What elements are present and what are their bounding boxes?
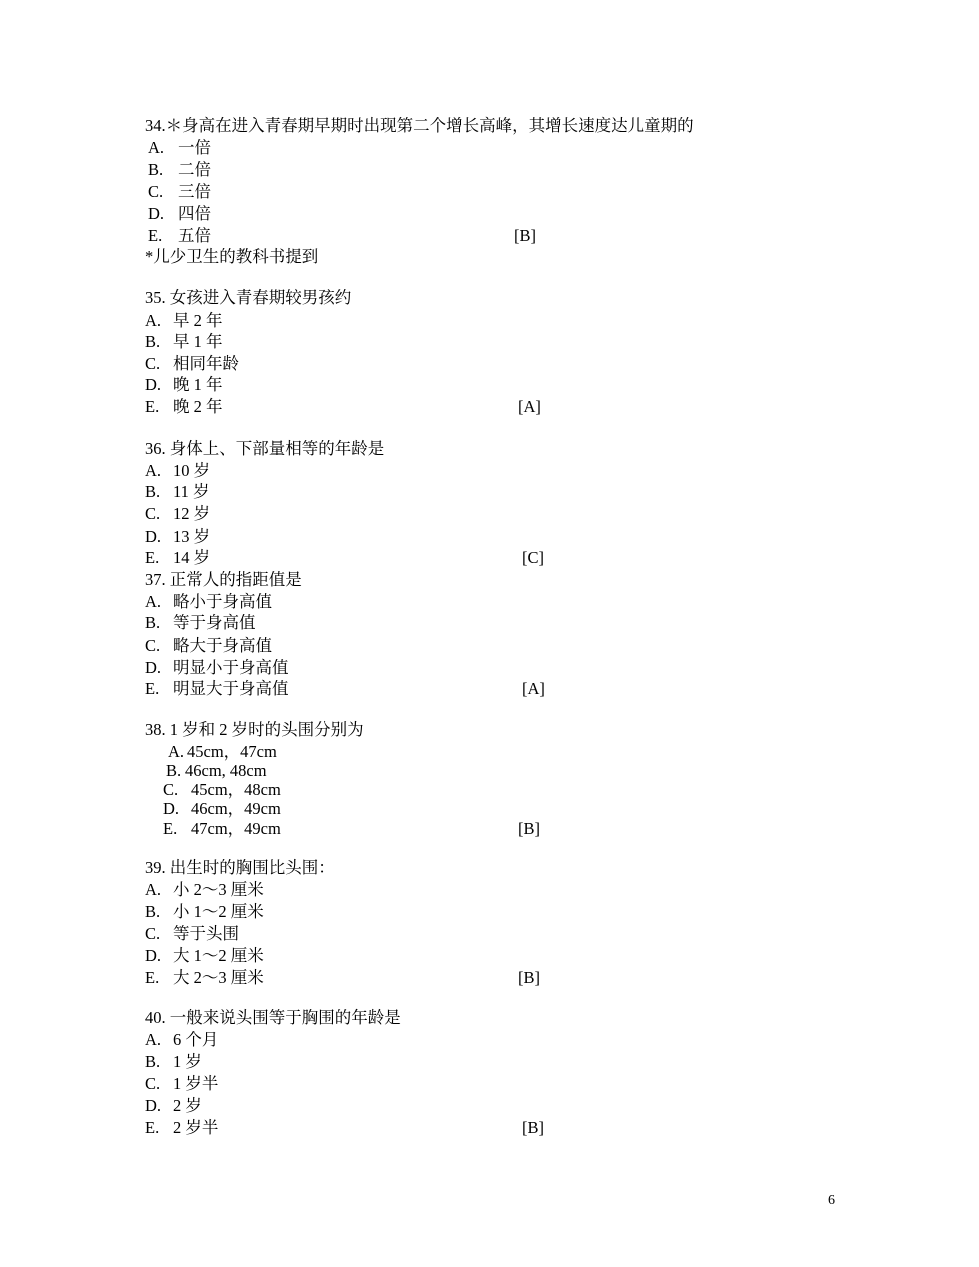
option-text: 明显大于身高值 <box>173 679 289 698</box>
option-text: 相同年龄 <box>173 354 239 373</box>
option-label: B. <box>166 761 182 780</box>
question-34-option-a <box>148 138 211 158</box>
option-label: B. <box>145 613 161 632</box>
option-text: 46cm，49cm <box>191 799 281 818</box>
option-text: 大 1～2 厘米 <box>173 946 264 965</box>
option-label: D. <box>148 204 165 223</box>
question-40-option-a <box>145 1030 218 1050</box>
question-39-option-a <box>145 880 264 900</box>
option-label: C. <box>163 780 179 799</box>
option-label: C. <box>145 504 161 523</box>
option-text: 45cm，47cm <box>187 742 277 761</box>
question-35-option-c <box>145 354 239 374</box>
question-35-stem: 35. 女孩进入青春期较男孩约 <box>145 288 352 307</box>
option-label: D. <box>145 946 162 965</box>
question-37-option-c <box>145 636 272 656</box>
option-label: B. <box>145 332 161 351</box>
question-39-stem: 39. 出生时的胸围比头围： <box>145 858 335 877</box>
option-label: D. <box>145 375 162 394</box>
option-text: 10 岁 <box>173 461 211 480</box>
question-35-option-a <box>145 311 223 331</box>
question-40-option-d <box>145 1096 202 1116</box>
option-text: 二倍 <box>178 160 211 179</box>
option-label: C. <box>145 636 161 655</box>
question-34-answer: [B] <box>514 226 536 245</box>
question-35-option-b <box>145 332 223 352</box>
option-text: 早 2 年 <box>173 311 223 330</box>
question-38-stem: 38. 1 岁和 2 岁时的头围分别为 <box>145 720 364 739</box>
question-37-stem: 37. 正常人的指距值是 <box>145 570 302 589</box>
option-text: 早 1 年 <box>173 332 223 351</box>
option-text: 晚 2 年 <box>173 397 223 416</box>
question-35-option-e <box>145 397 223 417</box>
option-label: D. <box>145 1096 162 1115</box>
option-text: 大 2～3 厘米 <box>173 968 264 987</box>
question-40-answer: [B] <box>522 1118 544 1137</box>
question-34-stem: 34.＊身高在进入青春期早期时出现第二个增长高峰，其增长速度达儿童期的 <box>145 116 694 135</box>
question-34-option-c <box>148 182 211 202</box>
option-label: C. <box>148 182 164 201</box>
question-36-option-b <box>145 482 210 502</box>
question-39-answer: [B] <box>518 968 540 987</box>
option-label: E. <box>145 679 160 698</box>
option-label: E. <box>163 819 178 838</box>
question-40-option-c <box>145 1074 218 1094</box>
option-label: D. <box>163 799 180 818</box>
page-number: 6 <box>828 1193 835 1208</box>
option-text: 13 岁 <box>173 527 211 546</box>
option-label: E. <box>145 1118 160 1137</box>
option-text: 一倍 <box>178 138 211 157</box>
question-36-answer: [C] <box>522 548 544 567</box>
option-text: 6 个月 <box>173 1030 219 1049</box>
question-38-answer: [B] <box>518 819 540 838</box>
question-37-option-a <box>145 592 272 612</box>
question-34-note: *儿少卫生的教科书提到 <box>145 247 319 266</box>
option-text: 等于头围 <box>173 924 239 943</box>
option-label: D. <box>145 658 162 677</box>
question-39-option-e <box>145 968 264 988</box>
question-34-option-b <box>148 160 211 180</box>
question-40-stem: 40. 一般来说头围等于胸围的年龄是 <box>145 1008 401 1027</box>
option-text: 12 岁 <box>173 504 211 523</box>
option-text: 2 岁半 <box>173 1118 219 1137</box>
option-text: 四倍 <box>178 204 211 223</box>
question-37-option-e <box>145 679 289 699</box>
option-label: E. <box>145 397 160 416</box>
option-label: C. <box>145 1074 161 1093</box>
question-40-option-e <box>145 1118 218 1138</box>
option-label: B. <box>145 1052 161 1071</box>
option-text: 小 2～3 厘米 <box>173 880 264 899</box>
option-label: A. <box>148 138 165 157</box>
question-36-option-a <box>145 461 210 481</box>
option-label: B. <box>145 482 161 501</box>
question-39-option-c <box>145 924 239 944</box>
option-text: 等于身高值 <box>173 613 256 632</box>
question-36-stem: 36. 身体上、下部量相等的年龄是 <box>145 439 385 458</box>
option-label: A. <box>145 461 162 480</box>
option-label: C. <box>145 924 161 943</box>
question-37-option-d <box>145 658 289 678</box>
option-label: E. <box>145 548 160 567</box>
option-label: D. <box>145 527 162 546</box>
question-38-option-c <box>163 780 281 800</box>
option-text: 1 岁 <box>173 1052 202 1071</box>
question-38-option-b <box>166 761 267 781</box>
question-37-option-b <box>145 613 256 633</box>
question-35-answer: [A] <box>518 397 541 416</box>
question-38-option-d <box>163 799 281 819</box>
option-label: E. <box>145 968 160 987</box>
option-text: 45cm，48cm <box>191 780 281 799</box>
option-label: B. <box>148 160 164 179</box>
question-34-option-e <box>148 226 211 246</box>
question-39-option-d <box>145 946 264 966</box>
option-text: 46cm, 48cm <box>185 761 267 780</box>
option-label: A. <box>145 1030 162 1049</box>
option-label: A. <box>145 880 162 899</box>
option-text: 47cm，49cm <box>191 819 281 838</box>
question-39-option-b <box>145 902 264 922</box>
option-label: E. <box>148 226 163 245</box>
option-text: 14 岁 <box>173 548 211 567</box>
question-38-option-e <box>163 819 281 839</box>
option-text: 略大于身高值 <box>173 636 272 655</box>
option-text: 晚 1 年 <box>173 375 223 394</box>
question-36-option-d <box>145 527 210 547</box>
option-label: B. <box>145 902 161 921</box>
question-38-option-a <box>168 742 277 762</box>
option-text: 1 岁半 <box>173 1074 219 1093</box>
option-label: A. <box>168 742 185 761</box>
question-36-option-e <box>145 548 210 568</box>
question-37-answer: [A] <box>522 679 545 698</box>
option-text: 小 1～2 厘米 <box>173 902 264 921</box>
option-label: A. <box>145 592 162 611</box>
option-text: 五倍 <box>178 226 211 245</box>
option-text: 明显小于身高值 <box>173 658 289 677</box>
option-text: 2 岁 <box>173 1096 202 1115</box>
option-label: A. <box>145 311 162 330</box>
option-label: C. <box>145 354 161 373</box>
option-text: 三倍 <box>178 182 211 201</box>
question-40-option-b <box>145 1052 202 1072</box>
option-text: 11 岁 <box>173 482 210 501</box>
option-text: 略小于身高值 <box>173 592 272 611</box>
question-34-option-d <box>148 204 211 224</box>
question-35-option-d <box>145 375 223 395</box>
question-36-option-c <box>145 504 210 524</box>
